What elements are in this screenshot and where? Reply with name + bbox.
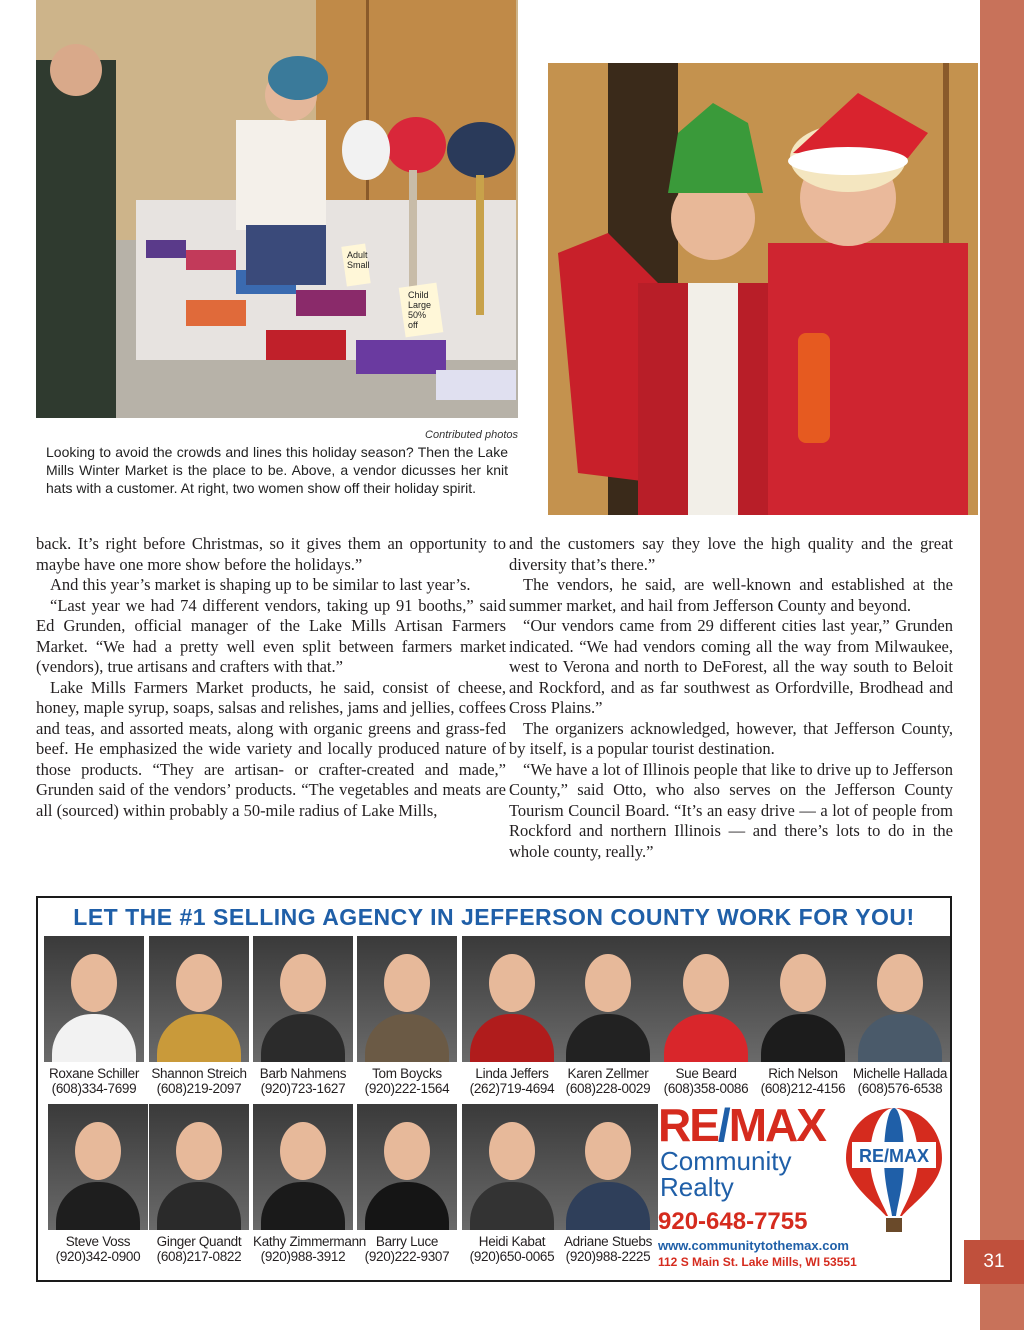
page-edge-band xyxy=(980,0,1024,1330)
holiday-women-illustration xyxy=(548,63,978,515)
remax-logo-re: RE xyxy=(658,1099,718,1151)
agent-name: Linda Jeffers xyxy=(475,1066,549,1081)
agent-card xyxy=(656,936,756,1096)
ad-headline: LET THE #1 SELLING AGENCY IN JEFFERSON COUNTY WORK FOR YOU! xyxy=(73,904,915,930)
agent-card xyxy=(253,936,353,1096)
agent-name: Michelle Hallada xyxy=(852,1066,948,1081)
market-vendor-photo xyxy=(36,0,518,418)
agent-phone: (920)650-0065 xyxy=(469,1249,555,1264)
agent-photo xyxy=(850,936,950,1062)
agent-photo xyxy=(149,1104,249,1230)
article-paragraph: and the customers say they love the high quality and the great diversity that’s there.” xyxy=(509,534,953,574)
agent-photo xyxy=(253,936,353,1062)
article-paragraph: “Our vendors came from 29 different cities last year,” Grunden indicated. “We had vendors coming all the way from Milwaukee, west to Verona and north to DeForest, all the way south to Beloit and Rockford, and as far southwest as Orfordville, Brodhead and Cross Plains.” xyxy=(509,616,953,717)
agent-name: Adriane Stuebs xyxy=(563,1234,653,1249)
agent-phone: (608)228-0029 xyxy=(565,1081,651,1096)
remax-brand-block xyxy=(658,1099,948,1274)
agent-name: Kathy Zimmermann xyxy=(253,1234,366,1249)
agent-card xyxy=(558,936,658,1096)
adult-small-sign: Adult Small xyxy=(347,250,370,270)
agent-name: Barry Luce xyxy=(375,1234,439,1249)
page-number: 31 xyxy=(962,1240,1024,1284)
agent-phone: (262)719-4694 xyxy=(469,1081,555,1096)
article-column-left xyxy=(36,534,506,821)
agent-photo xyxy=(44,936,144,1062)
agent-photo xyxy=(462,1104,562,1230)
agent-photo xyxy=(656,936,756,1062)
agent-phone: (920)988-2225 xyxy=(565,1249,651,1264)
agent-card xyxy=(462,936,562,1096)
agent-phone: (608)358-0086 xyxy=(663,1081,749,1096)
realty-advertisement xyxy=(36,896,952,1282)
agent-card xyxy=(48,1104,148,1264)
agent-card xyxy=(44,936,144,1096)
remax-logo-max: MAX xyxy=(728,1099,825,1151)
brand-line-realty: Realty xyxy=(660,1172,734,1202)
brand-line-community: Community xyxy=(660,1146,792,1176)
agent-photo xyxy=(462,936,562,1062)
agent-photo xyxy=(357,1104,457,1230)
article-paragraph: The vendors, he said, are well-known and established at the summer market, and hail from Jefferson County and beyond. xyxy=(509,575,953,615)
agent-phone: (920)222-9307 xyxy=(364,1249,450,1264)
agent-card xyxy=(357,936,457,1096)
article-column-right xyxy=(509,534,953,862)
agent-phone: (920)988-3912 xyxy=(260,1249,346,1264)
brand-website-link[interactable]: www.communitytothemax.com xyxy=(658,1238,849,1253)
article-paragraph: The organizers acknowledged, however, that Jefferson County, by itself, is a popular tourist destination. xyxy=(509,718,953,758)
agent-photo xyxy=(558,1104,658,1230)
agent-phone: (608)217-0822 xyxy=(156,1249,242,1264)
agent-name: Heidi Kabat xyxy=(478,1234,546,1249)
agent-name: Shannon Streich xyxy=(151,1066,247,1081)
agent-name: Ginger Quandt xyxy=(156,1234,242,1249)
agent-card xyxy=(753,936,853,1096)
agent-name: Roxane Schiller xyxy=(48,1066,140,1081)
agent-card xyxy=(558,1104,658,1264)
agent-card xyxy=(149,1104,249,1264)
agent-phone: (608)334-7699 xyxy=(51,1081,137,1096)
holiday-women-photo xyxy=(548,63,978,515)
agent-phone: (920)342-0900 xyxy=(55,1249,141,1264)
article-paragraph: And this year’s market is shaping up to be similar to last year’s. xyxy=(50,575,471,594)
agent-phone: (608)576-6538 xyxy=(857,1081,943,1096)
agent-name: Tom Boycks xyxy=(372,1066,442,1081)
agent-phone: (920)723-1627 xyxy=(260,1081,346,1096)
article-paragraph: Lake Mills Farmers Market products, he said, consist of cheese, honey, maple syrup, soaps, salsas and relishes, jams and jellies, coffees and teas, and assorted meats, along with organic greens and grass-fed beef. He emphasized the wide variety and locally produced nature of those products. “They are artisan- or crafter-created and made,” Grunden said of the vendors’ products. “The vegetables and meats are all (sourced) within probably a 50-mile radius of Lake Mills, xyxy=(36,677,506,820)
brand-address: 112 S Main St. Lake Mills, WI 53551 xyxy=(658,1255,857,1269)
agent-photo xyxy=(753,936,853,1062)
agent-photo xyxy=(558,936,658,1062)
agent-card xyxy=(462,1104,562,1264)
agent-phone: (920)222-1564 xyxy=(364,1081,450,1096)
agent-phone: (608)212-4156 xyxy=(760,1081,846,1096)
balloon-text: RE/MAX xyxy=(858,1146,930,1166)
agent-card xyxy=(850,936,950,1096)
agent-photo xyxy=(48,1104,148,1230)
agent-card xyxy=(149,936,249,1096)
hot-air-balloon-icon xyxy=(844,1106,944,1236)
agent-name: Steve Voss xyxy=(65,1234,131,1249)
agent-photo xyxy=(357,936,457,1062)
photo-caption: Looking to avoid the crowds and lines this holiday season? Then the Lake Mills Winter Market is the place to be. Above, a vendor dicusses her knit hats with a customer. At right, two women show off their holiday spirit. xyxy=(46,444,508,496)
agent-card xyxy=(357,1104,457,1264)
agent-name: Karen Zellmer xyxy=(567,1066,649,1081)
agent-card xyxy=(253,1104,366,1264)
agent-phone: (608)219-2097 xyxy=(156,1081,242,1096)
article-paragraph: “Last year we had 74 different vendors, taking up 91 booths,” said Ed Grunden, official manager of the Lake Mills Artisan Farmers Market. “We had a pretty well even split between farmers market (vendors), true artisans and crafters with that.” xyxy=(36,595,506,676)
article-paragraph: “We have a lot of Illinois people that like to drive up to Jefferson County,” said Otto, who also serves on the Jefferson County Tourism Council Board. “It’s an easy drive — a lot of people from Rockford and northern Illinois — and there’s lots to do in the whole county, really.” xyxy=(509,759,953,861)
agent-photo xyxy=(149,936,249,1062)
photo-credit: Contributed photos xyxy=(425,429,518,441)
article-paragraph: back. It’s right before Christmas, so it gives them an opportunity to maybe have one more show before the holidays.” xyxy=(36,534,506,574)
brand-phone: 920-648-7755 xyxy=(658,1208,808,1235)
market-vendor-illustration xyxy=(36,0,518,418)
remax-logo-slash: / xyxy=(717,1099,729,1151)
agent-name: Barb Nahmens xyxy=(259,1066,347,1081)
agent-name: Rich Nelson xyxy=(768,1066,838,1081)
agent-photo xyxy=(253,1104,353,1230)
child-large-sign: Child Large 50% off xyxy=(408,290,432,330)
agent-name: Sue Beard xyxy=(675,1066,737,1081)
